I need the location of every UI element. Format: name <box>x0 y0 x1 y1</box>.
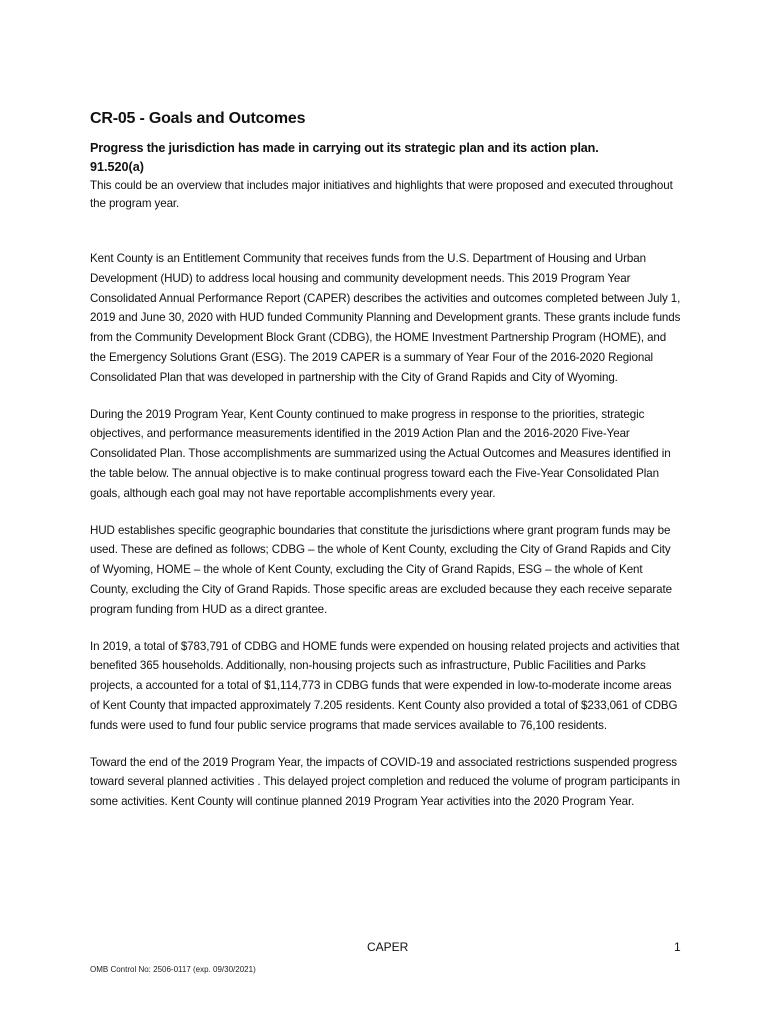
paragraph-overview: Kent County is an Entitlement Community that receives funds from the U.S. Department of Housing and Urban Development (HUD) to address local housing and community development needs. This 2019 Program Year Consolidated Annual Performance Report (CAPER) describes the activities and outcomes completed between July 1, 2019 and June 30, 2020 with HUD funded Community Planning and Development grants. These grants include funds from the Community Development Block Grant (CDBG), the HOME Investment Partnership Program (HOME), and the Emergency Solutions Grant (ESG). The 2019 CAPER is a summary of Year Four of the 2016-2020 Regional Consolidated Plan that was developed in partnership with the City of Grand Rapids and City of Wyoming. <box>90 252 681 384</box>
section-heading: CR-05 - Goals and Outcomes <box>90 110 306 127</box>
paragraph-funding: In 2019, a total of $783,791 of CDBG and HOME funds were expended on housing related projects and activities that benefited 365 households. Additionally, non-housing projects such as infrastructure, Public Facilities and Parks projects, a accounted for a total of $1,114,773 in CDBG funds that were expended in low-to-moderate income areas of Kent County that impacted approximately 7.205 residents. Kent County also provided a total of $233,061 of CDBG funds were used to fund four public service programs that made services available to 76,100 residents. <box>90 639 680 732</box>
paragraph-boundaries: HUD establishes specific geographic boundaries that constitute the jurisdictions where grant program funds may be used. These are defined as follows; CDBG – the whole of Kent County, excluding the City of Grand Rapids and City of Wyoming, HOME – the whole of Kent County, excluding the City of Grand Rapids, ESG – the whole of Kent County, excluding the City of Grand Rapids. Those specific areas are excluded because they each receive separate program funding from HUD as a direct grantee. <box>90 523 672 616</box>
omb-control-number: OMB Control No: 2506-0117 (exp. 09/30/2021) <box>90 965 256 974</box>
paragraph-covid: Toward the end of the 2019 Program Year, the impacts of COVID-19 and associated restrictions suspended progress toward several planned activities . This delayed project completion and reduced the volume of program participants in some activities. Kent County will continue planned 2019 Program Year activities into the 2020 Program Year. <box>90 755 681 809</box>
section-subheading: Progress the jurisdiction has made in carrying out its strategic plan and its action plan. <box>90 141 599 155</box>
paragraph-progress: During the 2019 Program Year, Kent County continued to make progress in response to the priorities, strategic objectives, and performance measurements identified in the 2019 Action Plan and the 2016-2020 Five-Year Consolidated Plan. Those accomplishments are summarized using the Actual Outcomes and Measures identified in the table below. The annual objective is to make continual progress toward each the Five-Year Consolidated Plan goals, although each goal may not have reportable accomplishments every year. <box>90 407 671 500</box>
page-number: 1 <box>674 940 681 954</box>
page-content <box>90 108 682 829</box>
regulation-reference: 91.520(a) <box>90 160 144 174</box>
intro-text: This could be an overview that includes major initiatives and highlights that were proposed and executed throughout the program year. <box>90 179 673 210</box>
footer-caper-label: CAPER <box>367 940 409 954</box>
